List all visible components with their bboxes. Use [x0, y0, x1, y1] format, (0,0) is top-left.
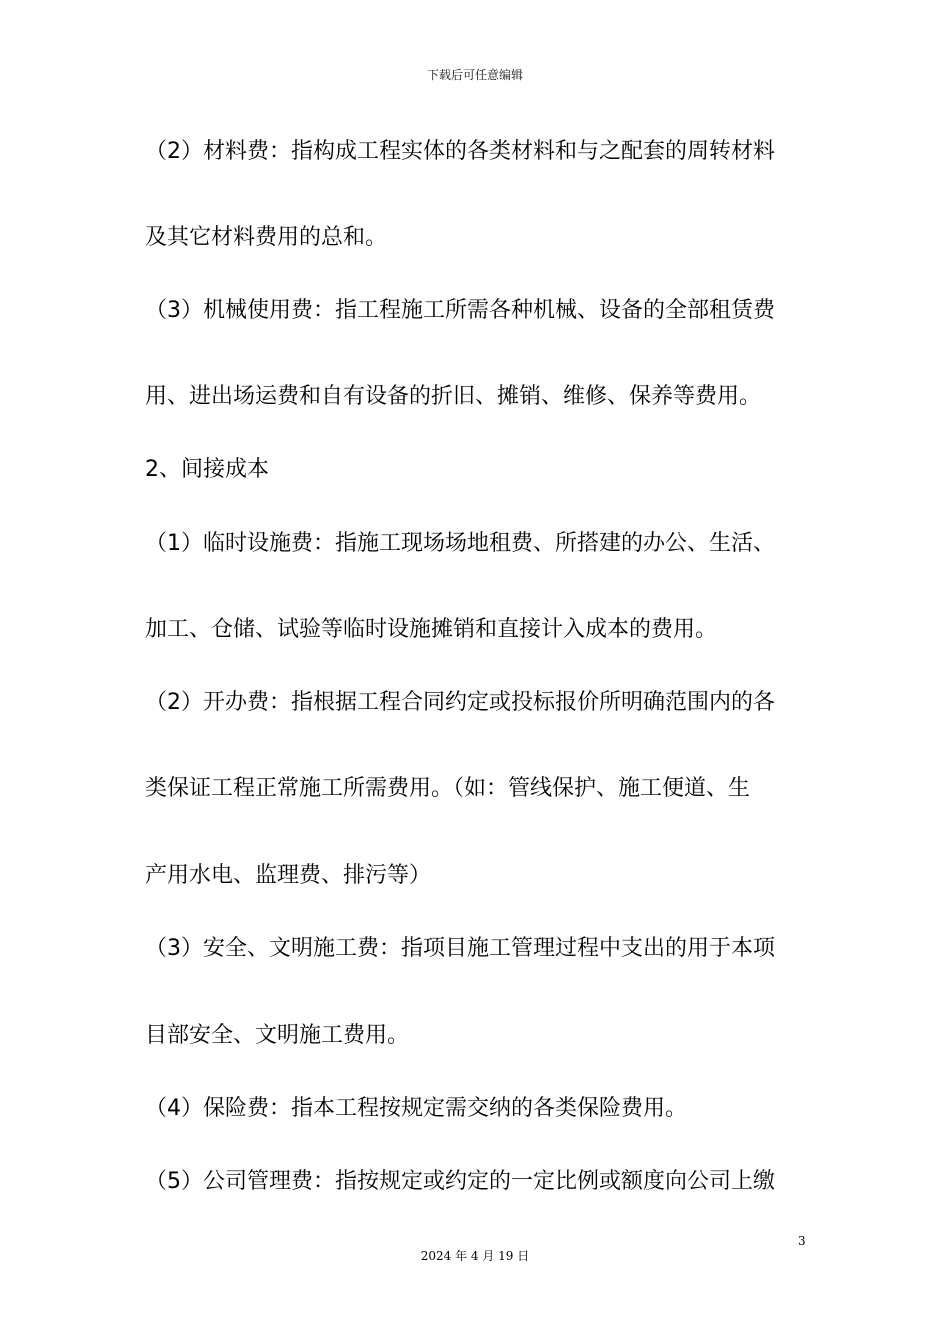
text-line-9: 类保证工程正常施工所需费用。（如：管线保护、施工便道、生: [145, 776, 751, 801]
text-line-2: 及其它材料费用的总和。: [145, 225, 388, 250]
text-line-6: （1）临时设施费：指施工现场场地租费、所搭建的办公、生活、: [145, 531, 775, 556]
text-line-10: 产用水电、监理费、排污等）: [145, 863, 432, 888]
text-line-13: （4）保险费：指本工程按规定需交纳的各类保险费用。: [145, 1096, 687, 1121]
text-line-1: （2）材料费：指构成工程实体的各类材料和与之配套的周转材料: [145, 139, 775, 164]
page-number: 3: [798, 1234, 806, 1248]
text-line-7: 加工、仓储、试验等临时设施摊销和直接计入成本的费用。: [145, 617, 718, 642]
section-heading-indirect-cost: 2、间接成本: [145, 457, 269, 482]
page-header: 下载后可任意编辑: [426, 68, 523, 82]
page-footer-date: 2024 年 4 月 19 日: [420, 1249, 530, 1263]
text-line-8: （2）开办费：指根据工程合同约定或投标报价所明确范围内的各: [145, 690, 775, 715]
text-line-11: （3）安全、文明施工费：指项目施工管理过程中支出的用于本项: [145, 936, 775, 961]
text-line-4: 用、进出场运费和自有设备的折旧、摊销、维修、保养等费用。: [145, 384, 762, 409]
text-line-12: 目部安全、文明施工费用。: [145, 1023, 410, 1048]
text-line-14: （5）公司管理费：指按规定或约定的一定比例或额度向公司上缴: [145, 1169, 775, 1194]
text-line-3: （3）机械使用费：指工程施工所需各种机械、设备的全部租赁费: [145, 298, 775, 323]
